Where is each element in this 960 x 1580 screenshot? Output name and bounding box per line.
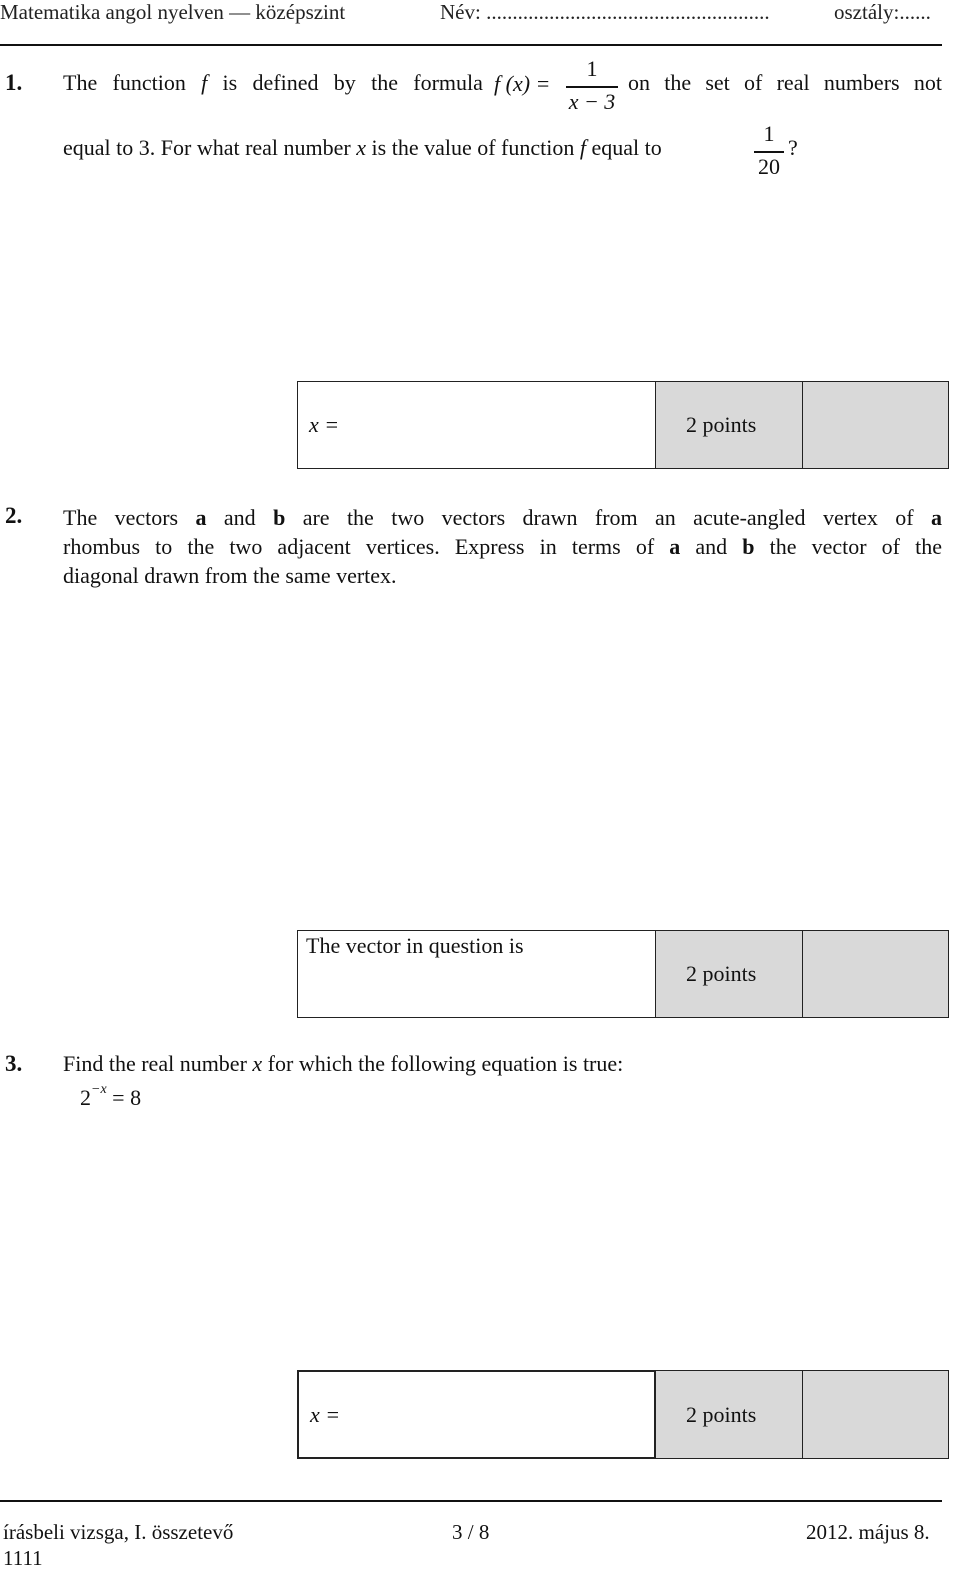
q3-points-cell	[655, 1370, 803, 1459]
q1-word: set	[705, 70, 730, 95]
q1-formula-numerator: 1	[586, 56, 598, 81]
q3-answer-label: x =	[310, 1402, 341, 1427]
q1-word: not	[913, 70, 942, 95]
q1-formula-denominator: x − 3	[568, 89, 616, 114]
q1-score-cell[interactable]	[802, 381, 949, 469]
q1-formula-lhs: f (x) =	[494, 71, 551, 96]
q3-eq-rhs: = 8	[112, 1085, 142, 1110]
q3-number: 3.	[5, 1051, 23, 1076]
q2-points-cell	[655, 930, 803, 1018]
footer-left: írásbeli vizsga, I. összetevő	[3, 1520, 234, 1544]
q3-text: Find the real number x for which the following equation is true:	[63, 1051, 624, 1076]
q1-word: the	[664, 70, 692, 95]
q1-word: real	[776, 70, 810, 95]
q3-eq-exponent: −x	[91, 1081, 107, 1097]
q1-word: function	[112, 70, 186, 95]
q1-word-f: f	[201, 70, 208, 95]
header-subject: Matematika angol nyelven — középszint	[0, 0, 346, 24]
q1-line2: equal to 3. For what real number x is the value of function f equal to	[63, 135, 662, 160]
q2-answer-label: The vector in question is	[306, 933, 524, 958]
header-rule	[0, 44, 942, 46]
q1-fraction-bar	[566, 86, 618, 88]
q1-value-fraction-bar	[754, 151, 784, 153]
q1-number: 1.	[5, 70, 23, 95]
q3-points-label: 2 points	[686, 1402, 757, 1427]
header-class-field: osztály:......	[834, 0, 931, 24]
q2-line2: rhombus to the two adjacent vertices. Express in terms of a and b the vector of the	[63, 534, 942, 559]
q1-points-cell	[655, 381, 803, 469]
q2-line1: The vectors a and b are the two vectors drawn from an acute-angled vertex of a	[63, 505, 943, 530]
q1-word: The	[63, 70, 98, 95]
q2-number: 2.	[5, 503, 23, 528]
q1-word: formula	[413, 70, 483, 95]
q1-line1-tail	[628, 70, 942, 96]
q2-score-cell[interactable]	[802, 930, 949, 1018]
q3-equation	[80, 1081, 142, 1111]
footer-date: 2012. május 8.	[806, 1520, 930, 1544]
q1-word: the	[371, 70, 398, 95]
q1-question-mark: ?	[788, 135, 798, 160]
q2-line3: diagonal drawn from the same vertex.	[63, 563, 397, 588]
q1-points-label: 2 points	[686, 412, 757, 437]
q1-word: on	[628, 70, 650, 95]
q1-value-numerator: 1	[763, 121, 775, 146]
header-name-field: Név: ......................................................	[440, 0, 770, 24]
q1-word: by	[333, 70, 356, 95]
q1-word: is	[222, 70, 238, 95]
q3-score-cell[interactable]	[802, 1370, 949, 1459]
footer-code: 1111	[3, 1546, 43, 1570]
q3-eq-base: 2	[80, 1085, 91, 1110]
q2-answer-box[interactable]	[297, 930, 656, 1018]
footer-page: 3 / 8	[452, 1520, 490, 1544]
footer-rule	[0, 1500, 942, 1502]
q1-value-denominator: 20	[758, 154, 780, 179]
q1-answer-box[interactable]	[297, 381, 656, 469]
q1-line1	[63, 70, 483, 96]
q1-answer-label: x =	[309, 412, 340, 437]
q1-word: of	[744, 70, 763, 95]
q3-answer-box[interactable]	[297, 1370, 656, 1459]
q1-value-fraction	[754, 121, 784, 183]
q1-word: numbers	[823, 70, 900, 95]
q2-points-label: 2 points	[686, 961, 757, 986]
q1-formula-fraction	[566, 56, 618, 118]
q1-word: defined	[252, 70, 319, 95]
